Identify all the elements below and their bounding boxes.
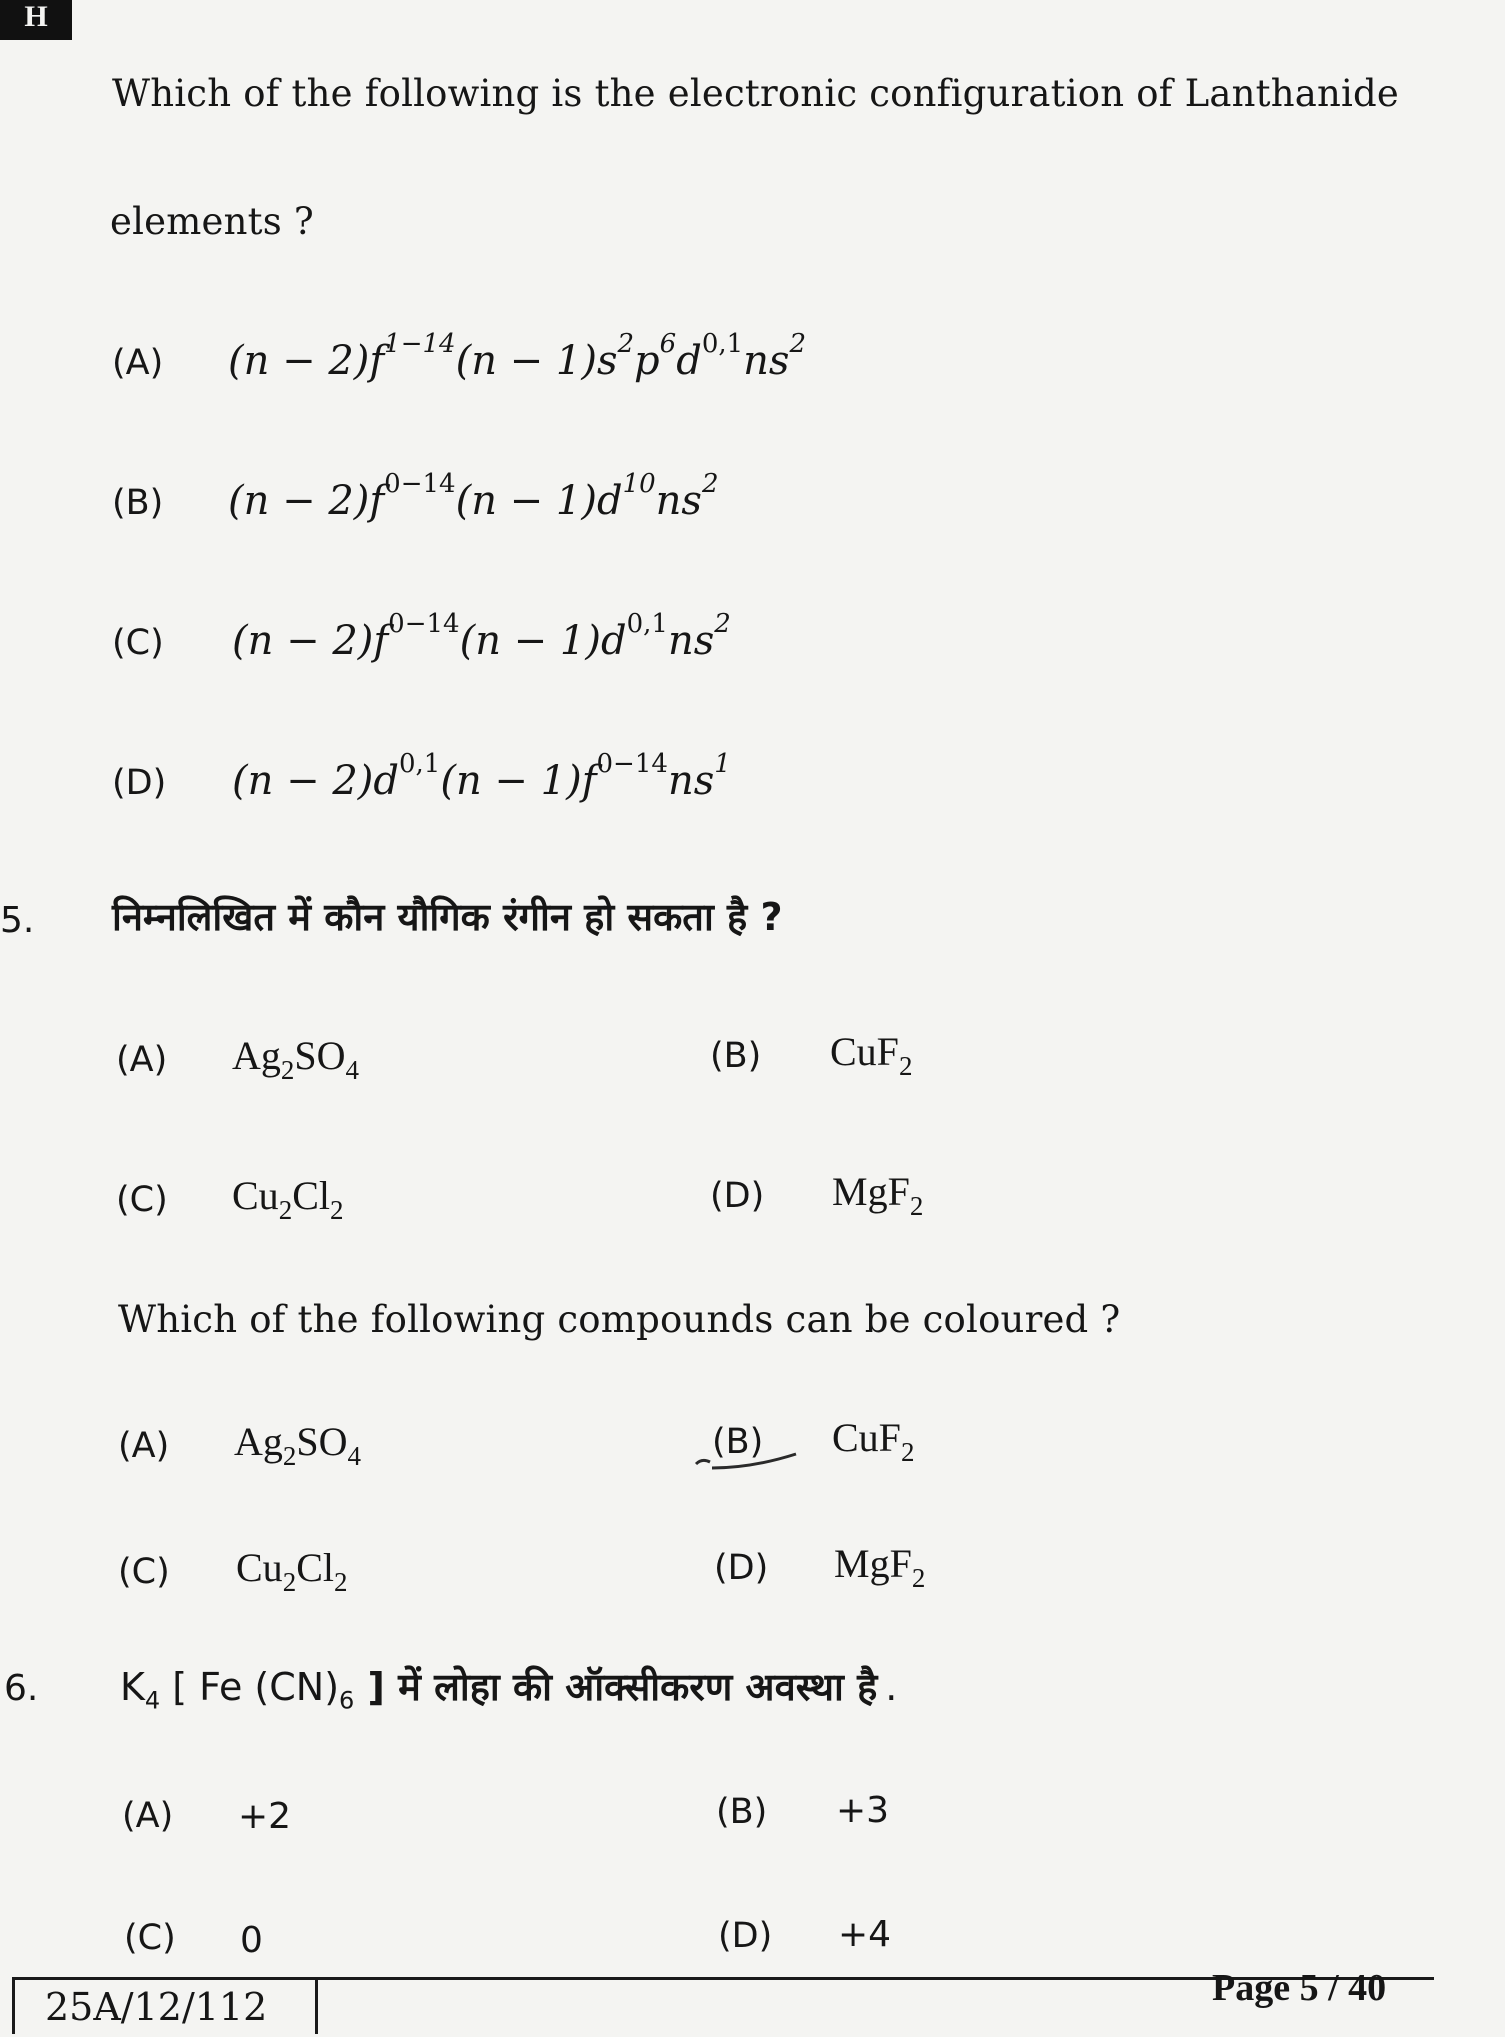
q5-english-option-c-formula: $Cu_2Cl_2$ <box>236 1545 348 1597</box>
q6-option-d-value: +4 <box>838 1914 892 1955</box>
q5-english-option-c-label: (C) <box>118 1552 170 1592</box>
corner-section-tag: H <box>0 0 72 40</box>
q6-option-a-value: +2 <box>238 1796 292 1837</box>
q6-number: 6. <box>4 1668 39 1709</box>
q4-option-a-label: (A) <box>112 343 164 383</box>
q5-english-option-a-formula: $Ag_2SO_4$ <box>234 1419 362 1471</box>
q6-option-b-label: (B) <box>716 1792 768 1832</box>
q6-option-a-label: (A) <box>122 1796 174 1836</box>
q6-option-d-label: (D) <box>718 1916 773 1956</box>
q5-english-stem: Which of the following compounds can be coloured ? <box>118 1298 1121 1341</box>
handwritten-check-mark <box>692 1418 802 1478</box>
paper-code: 25A/12/112 <box>12 1977 318 2034</box>
q6-option-c-label: (C) <box>124 1918 176 1958</box>
q4-option-d-label: (D) <box>112 763 167 803</box>
q4-option-c-formula: $(n - 2)f^{0-14}(n - 1)d^{0,1}ns^2$ <box>232 609 731 664</box>
q6-option-c-value: 0 <box>240 1920 263 1961</box>
q4-option-b-formula: $(n - 2)f^{0-14}(n - 1)d^{10}ns^2$ <box>228 469 719 524</box>
q5-hindi-option-a-label: (A) <box>116 1040 168 1080</box>
q5-hindi-option-b-formula: CuF$_2$ <box>830 1029 913 1081</box>
q5-hindi-option-d-formula: MgF$_2$ <box>832 1169 924 1221</box>
q4-option-c-label: (C) <box>112 623 164 663</box>
q4-option-b-label: (B) <box>112 483 164 523</box>
q5-english-option-d-label: (D) <box>714 1548 769 1588</box>
q5-hindi-option-c-formula: $Cu_2Cl_2$ <box>232 1173 344 1225</box>
q5-number: 5. <box>0 900 35 941</box>
q4-stem-line2: elements ? <box>110 200 314 243</box>
q4-option-d-formula: $(n - 2)d^{0,1}(n - 1)f^{0-14}ns^1$ <box>232 749 731 804</box>
q5-english-option-b-formula: CuF$_2$ <box>832 1415 915 1467</box>
q4-stem-line1: Which of the following is the electronic configuration of Lanthanide <box>112 72 1400 115</box>
q5-english-option-d-formula: MgF$_2$ <box>834 1541 926 1593</box>
page-number: Page 5 / 40 <box>1212 1967 1387 2009</box>
q5-hindi-option-c-label: (C) <box>116 1180 168 1220</box>
q4-option-a-formula: $(n - 2)f^{1-14}(n - 1)s^2p^6d^{0,1}ns^2$ <box>228 329 807 384</box>
q5-hindi-option-a-formula: $Ag_2SO_4$ <box>232 1033 360 1085</box>
q5-hindi-option-b-label: (B) <box>710 1036 762 1076</box>
q6-stem: $K_4$ [ Fe $(CN)_6$ ] में लोहा की ऑक्सीकरण अवस्था है . <box>120 1665 898 1715</box>
q5-english-option-b-label: (B) <box>712 1422 764 1462</box>
q5-hindi-stem: निम्नलिखित में कौन यौगिक रंगीन हो सकता है ? <box>112 895 783 939</box>
q5-hindi-option-d-label: (D) <box>710 1176 765 1216</box>
q5-english-option-a-label: (A) <box>118 1426 170 1466</box>
q6-option-b-value: +3 <box>836 1790 890 1831</box>
